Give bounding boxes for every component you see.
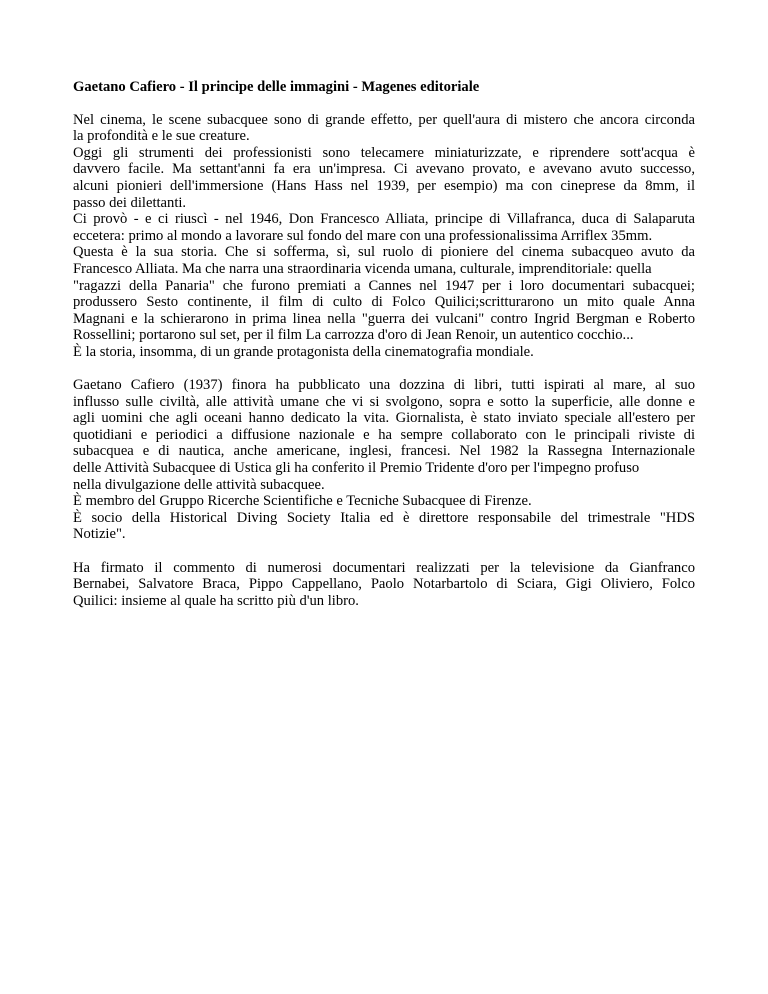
text-line: Bernabei, Salvatore Braca, Pippo Cappellano, Paolo Notarbartolo di Sciara, Gigi Oliviero, Folco xyxy=(73,576,695,593)
text-line: Nel cinema, le scene subacquee sono di grande effetto, per quell'aura di mistero che ancora circonda xyxy=(73,111,695,128)
text-line: quotidiani e periodici a diffusione nazionale e ha sempre collaborato con le principali riviste di xyxy=(73,426,695,443)
text-line: subacquea e di nautica, anche americane, inglesi, francesi. Nel 1982 la Rassegna Internazionale xyxy=(73,443,695,460)
text-line: Ci provò - e ci riuscì - nel 1946, Don Francesco Alliata, principe di Villafranca, duca di Salaparuta xyxy=(73,211,695,228)
text-line: la profondità e le sue creature. xyxy=(73,128,250,145)
text-line: Oggi gli strumenti dei professionisti sono telecamere miniaturizzate, e riprendere sott'acqua è xyxy=(73,144,695,161)
author-bio-paragraph xyxy=(73,377,695,543)
document-page xyxy=(73,79,695,626)
text-line: alcuni pionieri dell'immersione (Hans Hass nel 1939, per esempio) ma con cineprese da 8mm, il xyxy=(73,177,695,194)
text-line: davvero facile. Ma settant'anni fa era un'impresa. Ci avevano provato, e avevano avuto successo, xyxy=(73,161,695,178)
document-title: Gaetano Cafiero - Il principe delle immagini - Magenes editoriale xyxy=(73,79,480,95)
text-line: passo dei dilettanti. xyxy=(73,194,187,211)
text-line: nella divulgazione delle attività subacquee. xyxy=(73,476,325,493)
text-line: Francesco Alliata. Ma che narra una straordinaria vicenda umana, culturale, imprenditoriale: quella xyxy=(73,260,652,277)
text-line: Magnani e la schierarono in prima linea nella "guerra dei vulcani" contro Ingrid Bergman e Roberto xyxy=(73,310,695,327)
intro-paragraph xyxy=(73,112,695,361)
text-line: È socio della Historical Diving Society Italia ed è direttore responsabile del trimestrale "HDS xyxy=(73,509,695,526)
text-line: produssero Sesto continente, il film di culto di Folco Quilici;scritturarono un mito quale Anna xyxy=(73,294,695,311)
text-line: influsso sulle civiltà, alle attività umane che vi si svolgono, sopra e sotto la superficie, alle donne e xyxy=(73,393,695,410)
text-line: Gaetano Cafiero (1937) finora ha pubblicato una dozzina di libri, tutti ispirati al mare, al suo xyxy=(73,377,695,394)
text-line: Rossellini; portarono sul set, per il film La carrozza d'oro di Jean Renoir, un autentico cocchio... xyxy=(73,327,634,344)
text-line: Quilici: insieme al quale ha scritto più d'un libro. xyxy=(73,592,359,609)
text-line: agli uomini che agli oceani hanno dedicato la vita. Giornalista, è stato inviato speciale all'estero per xyxy=(73,410,695,427)
text-line: delle Attività Subacquee di Ustica gli ha conferito il Premio Tridente d'oro per l'impegno profuso xyxy=(73,460,640,477)
text-line: Ha firmato il commento di numerosi documentari realizzati per la televisione da Gianfranco xyxy=(73,559,695,576)
text-line: Notizie". xyxy=(73,526,126,543)
text-line: "ragazzi della Panaria" che furono premiati a Cannes nel 1947 per i loro documentari subacquei; xyxy=(73,277,695,294)
text-line: È membro del Gruppo Ricerche Scientifiche e Tecniche Subacquee di Firenze. xyxy=(73,493,532,510)
text-line: eccetera: primo al mondo a lavorare sul fondo del mare con una professionalissima Arriflex 35mm. xyxy=(73,227,653,244)
text-line: È la storia, insomma, di un grande protagonista della cinematografia mondiale. xyxy=(73,343,534,360)
documentaries-paragraph xyxy=(73,560,695,610)
text-line: Questa è la sua storia. Che si sofferma, sì, sul ruolo di pioniere del cinema subacqueo avuto da xyxy=(73,244,695,261)
